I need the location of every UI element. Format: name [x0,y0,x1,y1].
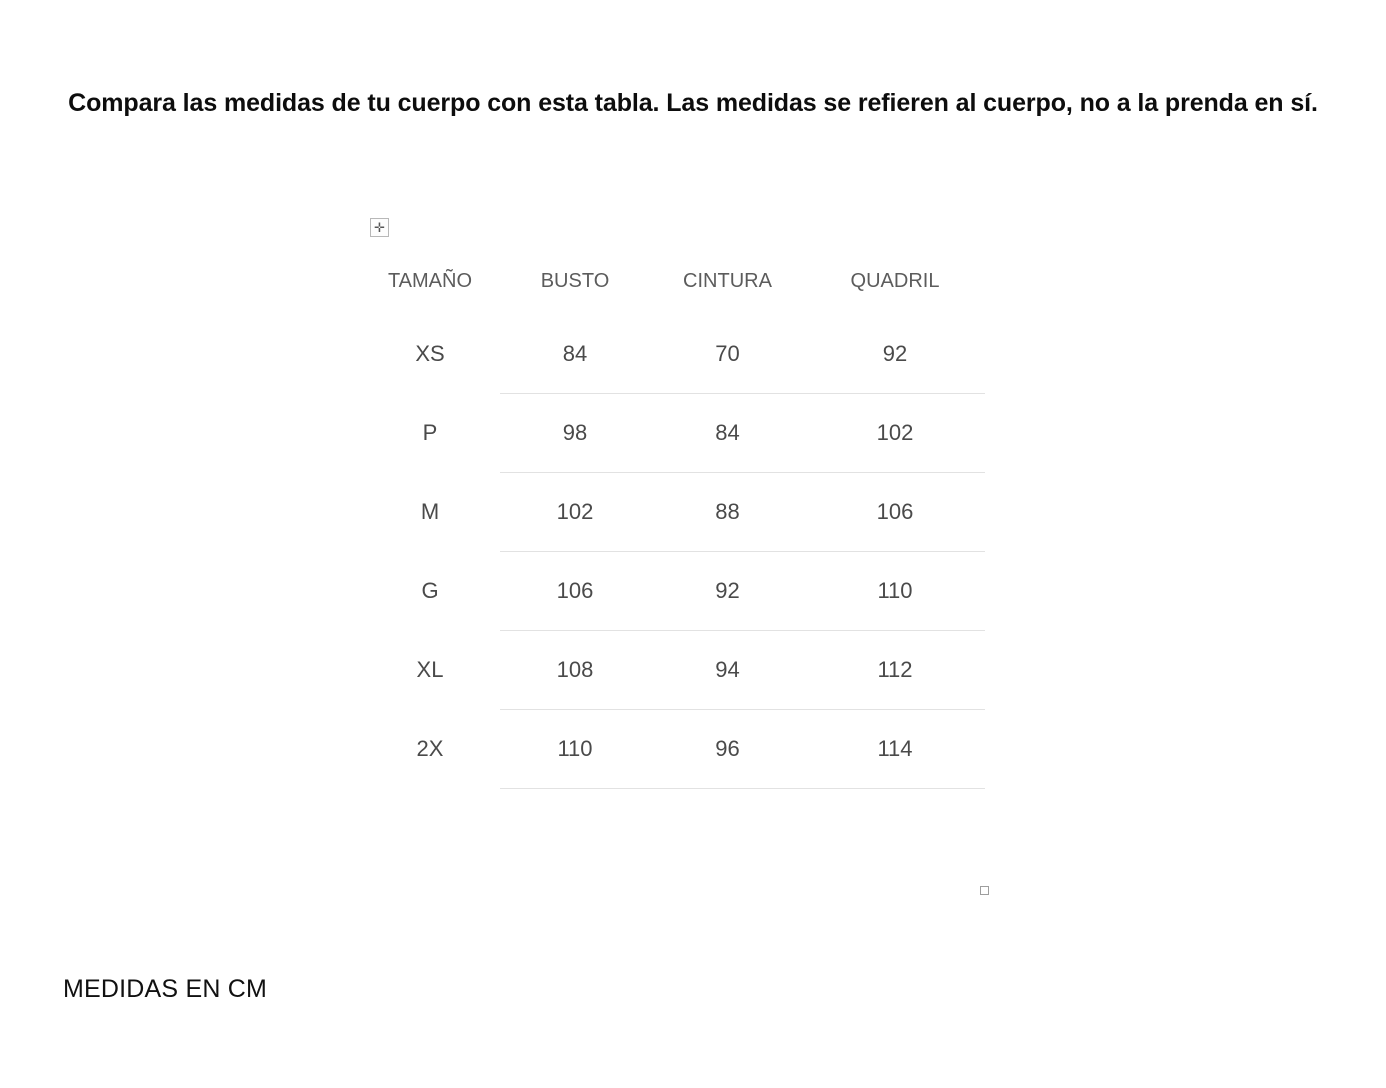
size-chart-table [360,256,985,789]
cell-quadril: 114 [805,710,985,789]
cell-size: P [422,420,438,445]
cell-busto: 110 [500,710,650,789]
cell-busto: 98 [500,394,650,473]
cell-quadril: 92 [805,315,985,394]
table-row [360,315,985,394]
cell-busto: 84 [500,315,650,394]
cell-cintura: 84 [650,394,805,473]
cell-size: XL [416,657,444,682]
cell-size: M [420,499,440,524]
column-header-busto: BUSTO [540,270,610,292]
measurement-unit-note: MEDIDAS EN CM [63,975,268,1003]
cell-quadril: 110 [805,552,985,631]
cell-cintura: 88 [650,473,805,552]
cell-quadril: 106 [805,473,985,552]
cell-size: 2X [416,736,444,761]
table-header-row [360,256,985,315]
table-row [360,394,985,473]
table-row [360,473,985,552]
cell-busto: 108 [500,631,650,710]
cell-busto: 102 [500,473,650,552]
column-header-quadril: QUADRIL [850,270,940,292]
page-title: Compara las medidas de tu cuerpo con esta tabla. Las medidas se refieren al cuerpo, no a la prenda en sí. [68,89,1318,117]
cell-cintura: 70 [650,315,805,394]
cell-quadril: 102 [805,394,985,473]
move-table-handle-icon[interactable]: ✛ [370,218,389,237]
cell-quadril: 112 [805,631,985,710]
cell-cintura: 96 [650,710,805,789]
table-row [360,552,985,631]
cell-cintura: 92 [650,552,805,631]
resize-table-handle-icon[interactable] [980,886,989,895]
table-row [360,631,985,710]
cell-busto: 106 [500,552,650,631]
cell-size: G [421,578,439,603]
cell-cintura: 94 [650,631,805,710]
column-header-cintura: CINTURA [683,270,772,292]
cell-size: XS [415,341,445,367]
table-row [360,710,985,789]
column-header-tamano: TAMAÑO [387,270,473,292]
